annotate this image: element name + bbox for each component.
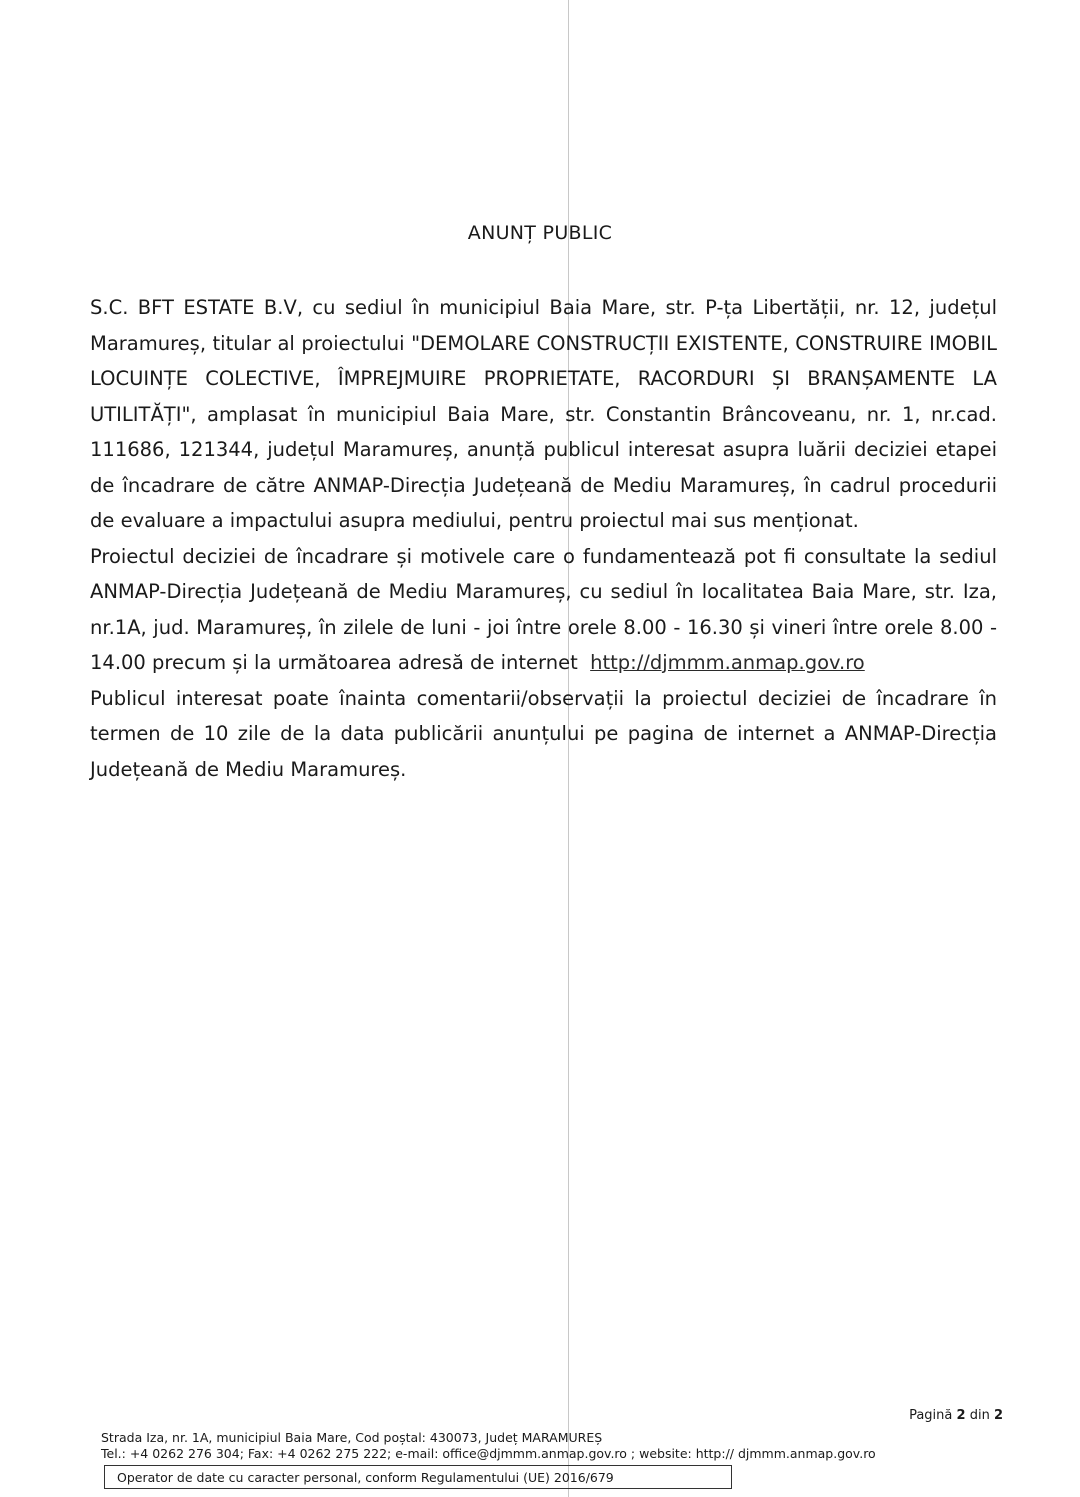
footer (101, 1430, 981, 1462)
gdpr-notice: Operator de date cu caracter personal, conform Regulamentului (UE) 2016/679 (104, 1465, 732, 1489)
page-current: 2 (956, 1408, 966, 1423)
notice-body (90, 290, 997, 787)
page-title: ANUNȚ PUBLIC (467, 222, 613, 244)
paragraph-announcement: S.C. BFT ESTATE B.V, cu sediul în municipiul Baia Mare, str. P-ța Libertății, nr. 12, județul Maramureș, titular al proiectului "DEMOLARE CONSTRUCȚII EXISTENTE, CONSTRUIRE IMOBIL LOCUINȚE COLECTIVE, ÎMPREJMUIRE PROPRIETATE, RACORDURI ȘI BRANȘAMENTE LA UTILITĂȚI", amplasat în municipiul Baia Mare, str. Constantin Brâncoveanu, nr. 1, nr.cad. 111686, 121344, județul Maramureș, anunță publicul interesat asupra luării deciziei etapei de încadrare de către ANMAP-Direcția Județeană de Mediu Maramureș, în cadrul procedurii de evaluare a impactului asupra mediului, pentru proiectul mai sus menționat. (90, 296, 997, 532)
paragraph-consultation (90, 539, 997, 681)
paragraph-comments: Publicul interesat poate înainta comentarii/observații la proiectul deciziei de încadrare în termen de 10 zile de la data publicării anunțului pe pagina de internet a ANMAP-Direcția Județeană de Mediu Maramureș. (90, 686, 997, 781)
footer-address: Strada Iza, nr. 1A, municipiul Baia Mare, Cod poștal: 430073, Județ MARAMUREȘ (101, 1430, 603, 1445)
consultation-text: Proiectul deciziei de încadrare și motivele care o fundamentează pot fi consultate la sediul ANMAP-Direcția Județeană de Mediu Maramureș, cu sediul în localitatea Baia Mare, str. Iza, nr.1A, jud. Maramureș, în zilele de luni - joi între orele 8.00 - 16.30 și vineri între orele 8.00 - 14.00 precum și la următoarea adresă de internet (90, 544, 997, 674)
page-label: Pagină (909, 1408, 953, 1423)
page-total: 2 (993, 1408, 1003, 1423)
website-link[interactable]: http://djmmm.anmap.gov.ro (590, 651, 865, 674)
page-number (909, 1408, 1003, 1423)
footer-contact: Tel.: +4 0262 276 304; Fax: +4 0262 275 222; e-mail: office@djmmm.anmap.gov.ro ; website: http:// djmmm.anmap.gov.ro (101, 1446, 876, 1461)
page-separator: din (969, 1408, 990, 1423)
